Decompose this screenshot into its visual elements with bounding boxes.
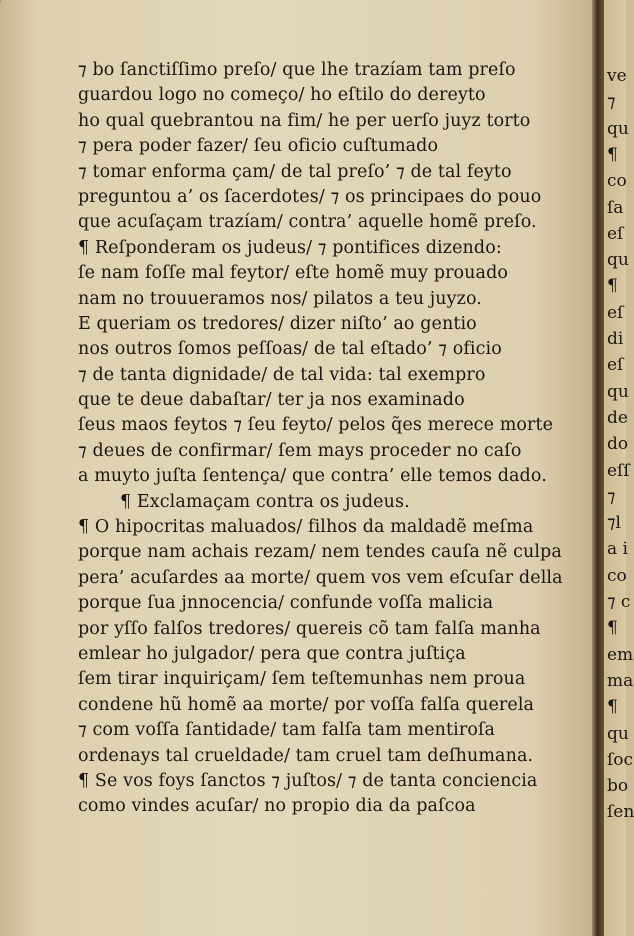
facing-page-fragment: ¶	[607, 697, 618, 718]
facing-page-fragment: ¶	[607, 618, 618, 639]
text-line: que te deue dabaſtar/ ter ja nos examinado	[78, 390, 465, 411]
facing-page-fragment: ⁊ c	[607, 592, 631, 612]
facing-page-fragment: ſen	[607, 802, 634, 823]
text-line: ho qual quebrantou na fim/ he per uerſo juyz torto	[78, 110, 531, 131]
facing-page-fragment: a i	[607, 539, 628, 560]
text-line: ordenays tal crueldade/ tam cruel tam deſhumana.	[78, 745, 534, 766]
text-line: porque ſua jnnocencia/ confunde voſſa malicia	[78, 593, 494, 614]
facing-page-fragment: ſoc	[607, 749, 634, 770]
text-line: nos outros ſomos peſſoas/ de tal eſtado’ ⁊ oficio	[78, 339, 502, 360]
facing-page-fragment: bo	[607, 776, 629, 797]
facing-page-fragment: ¶	[607, 144, 618, 165]
text-line: nam no trouueramos nos/ pilatos a teu juyzo.	[78, 288, 482, 309]
text-line: que acuſaçam trazíam/ contra’ aquelle homẽ preſo.	[78, 212, 537, 233]
text-line: ⁊ deues de confirmar/ ſem mays proceder no caſo	[78, 440, 522, 461]
text-line: ¶ Reſponderam os judeus/ ⁊ pontifices dizendo:	[78, 237, 502, 258]
text-line: por yſſo falſos tredores/ quereis cõ tam falſa manha	[78, 618, 541, 639]
facing-page-fragment: do	[607, 434, 629, 455]
text-line: E queriam os tredores/ dizer niſto’ ao gentio	[78, 313, 477, 334]
facing-page-fragment: eſſ	[607, 460, 630, 481]
text-line: ſe nam foſſe mal feytor/ eſte homẽ muy prouado	[78, 263, 509, 284]
facing-page-fragment: de	[607, 407, 628, 428]
text-line: ¶ Exclamaçam contra os judeus.	[120, 491, 410, 512]
facing-page-fragment: qu	[607, 118, 629, 139]
facing-page-fragment: ⁊	[607, 486, 616, 507]
text-line: ⁊ com voſſa ſantidade/ tam falſa tam mentiroſa	[78, 720, 496, 741]
facing-page-fragment: qu	[607, 381, 629, 402]
facing-page-fragment: di	[607, 329, 624, 349]
text-line: ⁊ pera poder fazer/ ſeu oficio cuſtumado	[78, 136, 439, 157]
facing-page-fragment: ⁊	[607, 92, 616, 113]
text-line: como vindes acuſar/ no propio dia da paſcoa	[78, 796, 476, 817]
text-line: emlear ho julgador/ pera que contra juſtiça	[78, 643, 466, 664]
facing-page-fragment: qu	[607, 723, 629, 744]
text-line: ſem tirar inquiriçam/ ſem teſtemunhas nem proua	[78, 669, 526, 690]
facing-page-fragment: ſa	[607, 197, 624, 218]
facing-page-fragment: eſ	[607, 355, 624, 376]
text-line: ¶ Se vos foys ſanctos ⁊ juſtos/ ⁊ de tanta conciencia	[78, 770, 538, 791]
facing-page-fragment: ve	[607, 66, 627, 86]
text-line: guardou logo no começo/ ho eſtilo do dereyto	[78, 85, 486, 106]
text-line: pera’ acuſardes aa morte/ quem vos vem eſcuſar della	[78, 567, 563, 588]
facing-page-fragment: eſ	[607, 223, 624, 244]
text-line: ¶ O hipocritas maluados/ filhos da maldadẽ meſma	[78, 517, 534, 538]
text-line: ⁊ tomar enforma çam/ de tal preſo’ ⁊ de tal feyto	[78, 161, 512, 182]
facing-page-fragment: qu	[607, 250, 629, 271]
book-gutter	[592, 0, 604, 936]
facing-page-fragment: em	[607, 644, 634, 665]
text-line: porque nam achais rezam/ nem tendes cauſa nẽ culpa	[78, 542, 562, 563]
text-line: condene hũ homẽ aa morte/ por voſſa falſa querela	[78, 694, 535, 715]
facing-page-fragment: ¶	[607, 276, 618, 297]
text-line: ⁊ bo ſanctiſſimo preſo/ que lhe trazíam tam preſo	[78, 60, 516, 80]
facing-page-fragment: eſ	[607, 302, 624, 323]
facing-page-fragment: co	[607, 565, 627, 586]
facing-page-edge	[604, 0, 634, 936]
main-text-block	[78, 58, 593, 820]
text-line: ſeus maos feytos ⁊ ſeu feyto/ pelos q̃es merece morte	[78, 415, 554, 436]
facing-page-fragment: co	[607, 171, 627, 192]
facing-page-fragment: ma	[607, 670, 634, 691]
text-line: ⁊ de tanta dignidade/ de tal vida: tal exempro	[78, 364, 486, 385]
text-line: a muyto juſta ſentença/ que contra’ elle temos dado.	[78, 466, 547, 487]
text-line: preguntou a’ os ſacerdotes/ ⁊ os principaes do pouo	[78, 186, 542, 207]
facing-page-fragment: ⁊l	[607, 513, 621, 534]
